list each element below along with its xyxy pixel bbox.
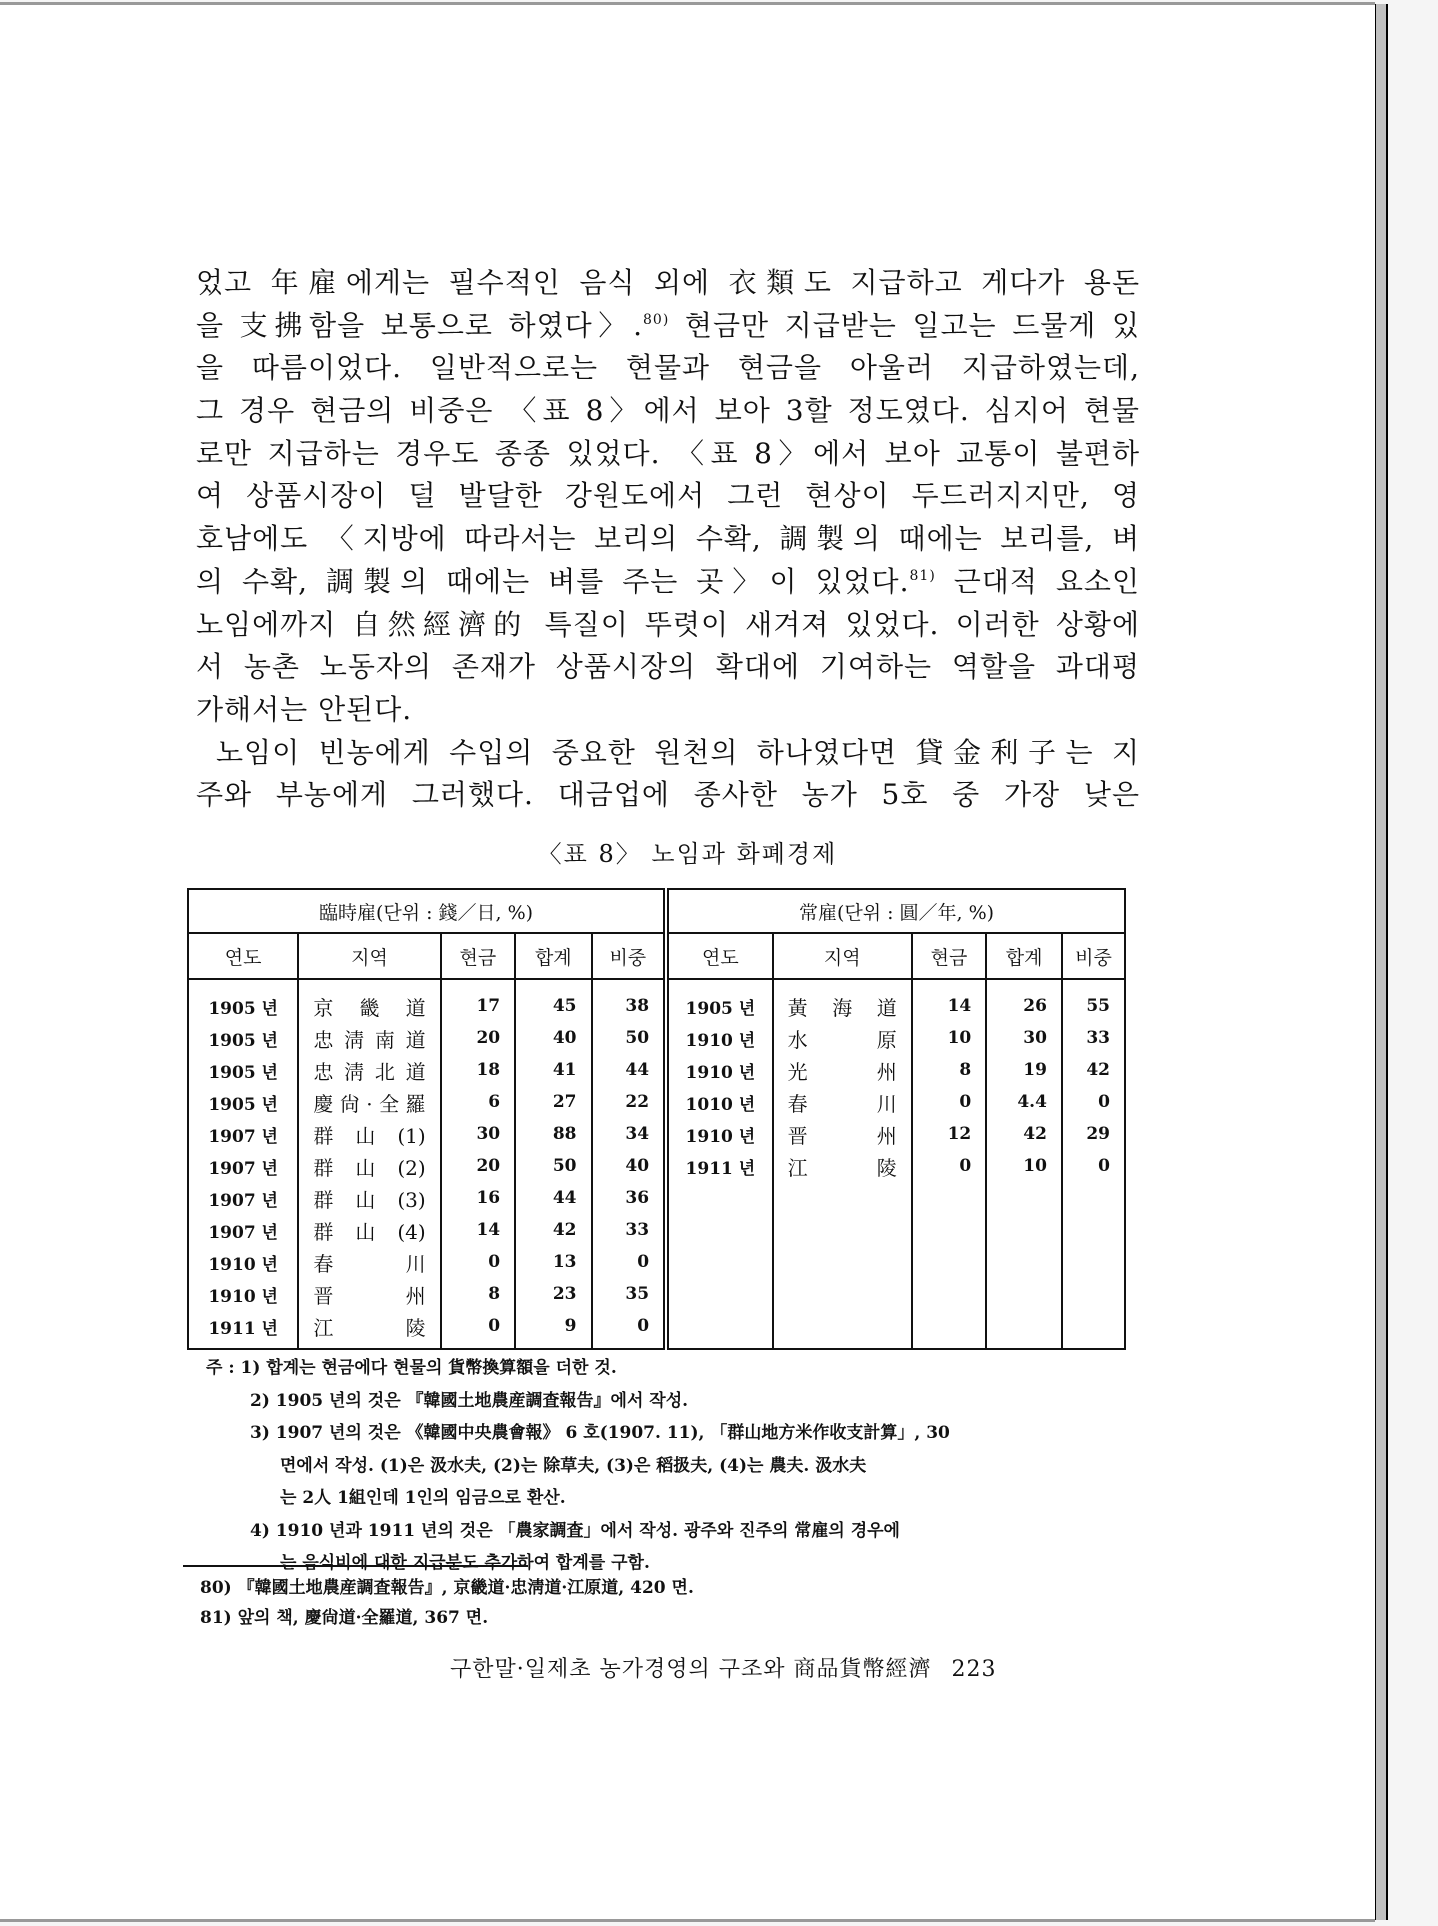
cell-ratio: 35 — [592, 1278, 667, 1310]
cell-ratio — [1062, 1214, 1125, 1246]
note-line: 주 : 1) 합계는 현금에다 현물의 貨幣換算額을 더한 것. — [206, 1358, 617, 1378]
text-line: 서 농촌 노동자의 존재가 상품시장의 확대에 기여하는 역할을 과대평 — [196, 650, 1140, 684]
cell-total: 23 — [515, 1278, 591, 1310]
col-header-region: 지역 — [773, 933, 912, 979]
cell-year: 1905 년 — [666, 979, 773, 1022]
cell-ratio: 40 — [592, 1150, 667, 1182]
cell-cash: 0 — [441, 1310, 515, 1349]
cell-region: 晋 州 — [298, 1278, 440, 1310]
cell-total: 13 — [515, 1246, 591, 1278]
cell-region — [773, 1214, 912, 1246]
cell-year — [666, 1278, 773, 1310]
cell-cash: 16 — [441, 1182, 515, 1214]
cell-ratio: 50 — [592, 1022, 667, 1054]
cell-ratio: 0 — [592, 1310, 667, 1349]
table-row — [188, 1022, 1125, 1054]
text-line — [196, 305, 1140, 348]
cell-cash — [912, 1182, 986, 1214]
text-line: 호남에도 〈지방에 따라서는 보리의 수확, 調製의 때에는 보리를, 벼 — [196, 522, 1140, 556]
table-row — [188, 1214, 1125, 1246]
text-line: 노임에까지 自然經濟的 특질이 뚜렷이 새겨져 있었다. 이러한 상황에 — [196, 607, 1140, 641]
table-row — [188, 1118, 1125, 1150]
cell-cash: 8 — [441, 1278, 515, 1310]
cell-total: 88 — [515, 1118, 591, 1150]
text-line: 로만 지급하는 경우도 종종 있었다. 〈표 8〉에서 보아 교통이 불편하 — [196, 436, 1140, 470]
cell-ratio: 44 — [592, 1054, 667, 1086]
cell-cash: 12 — [912, 1118, 986, 1150]
cell-ratio — [1062, 1310, 1125, 1349]
cell-cash: 18 — [441, 1054, 515, 1086]
cell-ratio: 0 — [1062, 1150, 1125, 1182]
cell-total: 44 — [515, 1182, 591, 1214]
cell-cash: 20 — [441, 1022, 515, 1054]
group-header-temporary: 臨時雇(단위 : 錢／日, %) — [188, 889, 666, 933]
text-span: 근대적 요소인 — [935, 564, 1141, 598]
cell-total: 4.4 — [986, 1086, 1062, 1118]
cell-ratio: 42 — [1062, 1054, 1125, 1086]
cell-region: 京 畿 道 — [298, 979, 440, 1022]
cell-ratio — [1062, 1182, 1125, 1214]
table-row — [188, 1278, 1125, 1310]
cell-year: 1910 년 — [666, 1022, 773, 1054]
cell-ratio: 36 — [592, 1182, 667, 1214]
cell-region: 群 山 (1) — [298, 1118, 440, 1150]
cell-total: 42 — [986, 1118, 1062, 1150]
cell-cash: 0 — [441, 1246, 515, 1278]
table-row — [188, 1310, 1125, 1349]
cell-total: 26 — [986, 979, 1062, 1022]
cell-cash — [912, 1310, 986, 1349]
col-header-cash: 현금 — [441, 933, 515, 979]
cell-total: 9 — [515, 1310, 591, 1349]
cell-total: 10 — [986, 1150, 1062, 1182]
cell-year: 1905 년 — [188, 1054, 298, 1086]
cell-total — [986, 1246, 1062, 1278]
running-footer — [450, 1652, 997, 1683]
cell-year: 1911 년 — [666, 1150, 773, 1182]
table-row — [188, 979, 1125, 1022]
text-span: 을 支拂함을 보통으로 하였다〉. — [196, 308, 644, 342]
text-line: 여 상품시장이 덜 발달한 강원도에서 그런 현상이 두드러지지만, 영 — [196, 479, 1140, 513]
cell-ratio: 0 — [1062, 1086, 1125, 1118]
page-edge — [1375, 4, 1388, 1920]
col-header-cash: 현금 — [912, 933, 986, 979]
col-header-total: 합계 — [515, 933, 591, 979]
cell-year — [666, 1310, 773, 1349]
table-row — [188, 1246, 1125, 1278]
footnote-ref-80[interactable]: 80) — [643, 311, 670, 328]
text-span: 의 수확, 調製의 때에는 벼를 주는 곳〉이 있었다. — [196, 564, 910, 598]
cell-year: 1910 년 — [666, 1118, 773, 1150]
cell-cash: 0 — [912, 1150, 986, 1182]
cell-region: 水 原 — [773, 1022, 912, 1054]
body-text — [196, 262, 1140, 817]
cell-region: 群 山 (3) — [298, 1182, 440, 1214]
cell-cash: 14 — [912, 979, 986, 1022]
cell-region: 江 陵 — [773, 1150, 912, 1182]
cell-year: 1910 년 — [188, 1278, 298, 1310]
cell-region — [773, 1278, 912, 1310]
text-line: 노임이 빈농에게 수입의 중요한 원천의 하나였다면 貸金利子는 지 — [216, 735, 1140, 769]
cell-region — [773, 1182, 912, 1214]
col-header-year: 연도 — [188, 933, 298, 979]
cell-region: 光 州 — [773, 1054, 912, 1086]
note-line: 면에서 작성. (1)은 汲水夫, (2)는 除草夫, (3)은 稻扱夫, (4)는 農夫. 汲水夫 — [280, 1455, 867, 1476]
cell-year — [666, 1246, 773, 1278]
cell-total — [986, 1278, 1062, 1310]
cell-year — [666, 1214, 773, 1246]
cell-total: 19 — [986, 1054, 1062, 1086]
cell-year — [666, 1182, 773, 1214]
col-header-year: 연도 — [666, 933, 773, 979]
cell-ratio: 22 — [592, 1086, 667, 1118]
cell-ratio — [1062, 1246, 1125, 1278]
note-line: 2) 1905 년의 것은 『韓國土地農産調査報告』에서 작성. — [250, 1390, 689, 1411]
cell-total: 50 — [515, 1150, 591, 1182]
cell-year: 1010 년 — [666, 1086, 773, 1118]
cell-cash — [912, 1214, 986, 1246]
cell-region: 春 川 — [773, 1086, 912, 1118]
cell-region: 晋 州 — [773, 1118, 912, 1150]
table-row — [188, 1182, 1125, 1214]
note-line: 는 음식비에 대한 지급분도 추가하여 합계를 구함. — [280, 1553, 650, 1573]
cell-region: 江 陵 — [298, 1310, 440, 1349]
footnote-ref-81[interactable]: 81) — [909, 567, 936, 584]
footnote-81: 81) 앞의 책, 慶尙道·全羅道, 367 면. — [200, 1608, 489, 1628]
table-row — [188, 1054, 1125, 1086]
cell-cash: 0 — [912, 1086, 986, 1118]
cell-year: 1907 년 — [188, 1214, 298, 1246]
table-row — [188, 1150, 1125, 1182]
cell-ratio: 29 — [1062, 1118, 1125, 1150]
col-header-region: 지역 — [298, 933, 440, 979]
cell-year: 1911 년 — [188, 1310, 298, 1349]
cell-year: 1910 년 — [188, 1246, 298, 1278]
cell-cash: 20 — [441, 1150, 515, 1182]
text-line: 었고 年雇에게는 필수적인 음식 외에 衣類도 지급하고 게다가 용돈 — [196, 266, 1140, 299]
cell-total: 42 — [515, 1214, 591, 1246]
cell-region: 慶尙·全羅 — [298, 1086, 440, 1118]
cell-ratio — [1062, 1278, 1125, 1310]
cell-region — [773, 1310, 912, 1349]
note-line: 는 2人 1組인데 1인의 임금으로 환산. — [280, 1488, 566, 1508]
col-header-total: 합계 — [986, 933, 1062, 979]
cell-cash: 6 — [441, 1086, 515, 1118]
cell-year: 1905 년 — [188, 1086, 298, 1118]
cell-year: 1905 년 — [188, 979, 298, 1022]
group-header-permanent: 常雇(단위 : 圓／年, %) — [666, 889, 1125, 933]
cell-total — [986, 1182, 1062, 1214]
cell-cash: 14 — [441, 1214, 515, 1246]
footnote-divider — [183, 1565, 528, 1567]
cell-total — [986, 1310, 1062, 1349]
cell-total: 45 — [515, 979, 591, 1022]
text-line: 주와 부농에게 그러했다. 대금업에 종사한 농가 5호 중 가장 낮은 — [196, 778, 1140, 812]
cell-year: 1907 년 — [188, 1182, 298, 1214]
cell-ratio: 0 — [592, 1246, 667, 1278]
cell-total — [986, 1214, 1062, 1246]
cell-year: 1905 년 — [188, 1022, 298, 1054]
footnote-80: 80) 『韓國土地農産調査報告』, 京畿道·忠淸道·江原道, 420 면. — [200, 1578, 694, 1598]
table-row — [188, 1086, 1125, 1118]
footnotes — [200, 1573, 694, 1633]
cell-ratio: 34 — [592, 1118, 667, 1150]
col-header-ratio: 비중 — [592, 933, 667, 979]
cell-region: 忠淸南道 — [298, 1022, 440, 1054]
text-line: 가해서는 안된다. — [196, 692, 413, 726]
cell-total: 27 — [515, 1086, 591, 1118]
cell-cash: 17 — [441, 979, 515, 1022]
table-caption: 〈표 8〉 노임과 화폐경제 — [537, 840, 838, 868]
col-header-ratio: 비중 — [1062, 933, 1125, 979]
text-line: 을 따름이었다. 일반적으로는 현물과 현금을 아울러 지급하였는데, — [196, 351, 1140, 385]
page-number: 223 — [951, 1657, 997, 1682]
cell-year: 1907 년 — [188, 1118, 298, 1150]
wage-table — [187, 888, 1126, 1350]
cell-cash — [912, 1278, 986, 1310]
running-title: 구한말·일제초 농가경영의 구조와 商品貨幣經濟 — [450, 1657, 932, 1682]
cell-ratio: 33 — [592, 1214, 667, 1246]
cell-region: 黃 海 道 — [773, 979, 912, 1022]
text-line: 그 경우 현금의 비중은 〈표 8〉에서 보아 3할 정도였다. 심지어 현물 — [196, 394, 1140, 428]
cell-cash: 8 — [912, 1054, 986, 1086]
cell-cash — [912, 1246, 986, 1278]
cell-ratio: 55 — [1062, 979, 1125, 1022]
cell-region: 忠淸北道 — [298, 1054, 440, 1086]
cell-cash: 30 — [441, 1118, 515, 1150]
cell-region: 春 川 — [298, 1246, 440, 1278]
cell-year: 1907 년 — [188, 1150, 298, 1182]
note-line: 3) 1907 년의 것은 《韓國中央農會報》 6 호(1907. 11), 「群山地方米作收支計算」, 30 — [250, 1423, 950, 1443]
cell-total: 30 — [986, 1022, 1062, 1054]
cell-total: 41 — [515, 1054, 591, 1086]
cell-ratio: 38 — [592, 979, 667, 1022]
note-line: 4) 1910 년과 1911 년의 것은 「農家調査」에서 작성. 광주와 진주의 常雇의 경우에 — [250, 1520, 900, 1541]
table-notes — [206, 1352, 1136, 1580]
cell-region: 群 山 (2) — [298, 1150, 440, 1182]
cell-cash: 10 — [912, 1022, 986, 1054]
cell-region: 群 山 (4) — [298, 1214, 440, 1246]
cell-ratio: 33 — [1062, 1022, 1125, 1054]
cell-total: 40 — [515, 1022, 591, 1054]
cell-year: 1910 년 — [666, 1054, 773, 1086]
text-line — [196, 561, 1140, 604]
cell-region — [773, 1246, 912, 1278]
text-span: 현금만 지급받는 일고는 드물게 있 — [669, 308, 1140, 342]
